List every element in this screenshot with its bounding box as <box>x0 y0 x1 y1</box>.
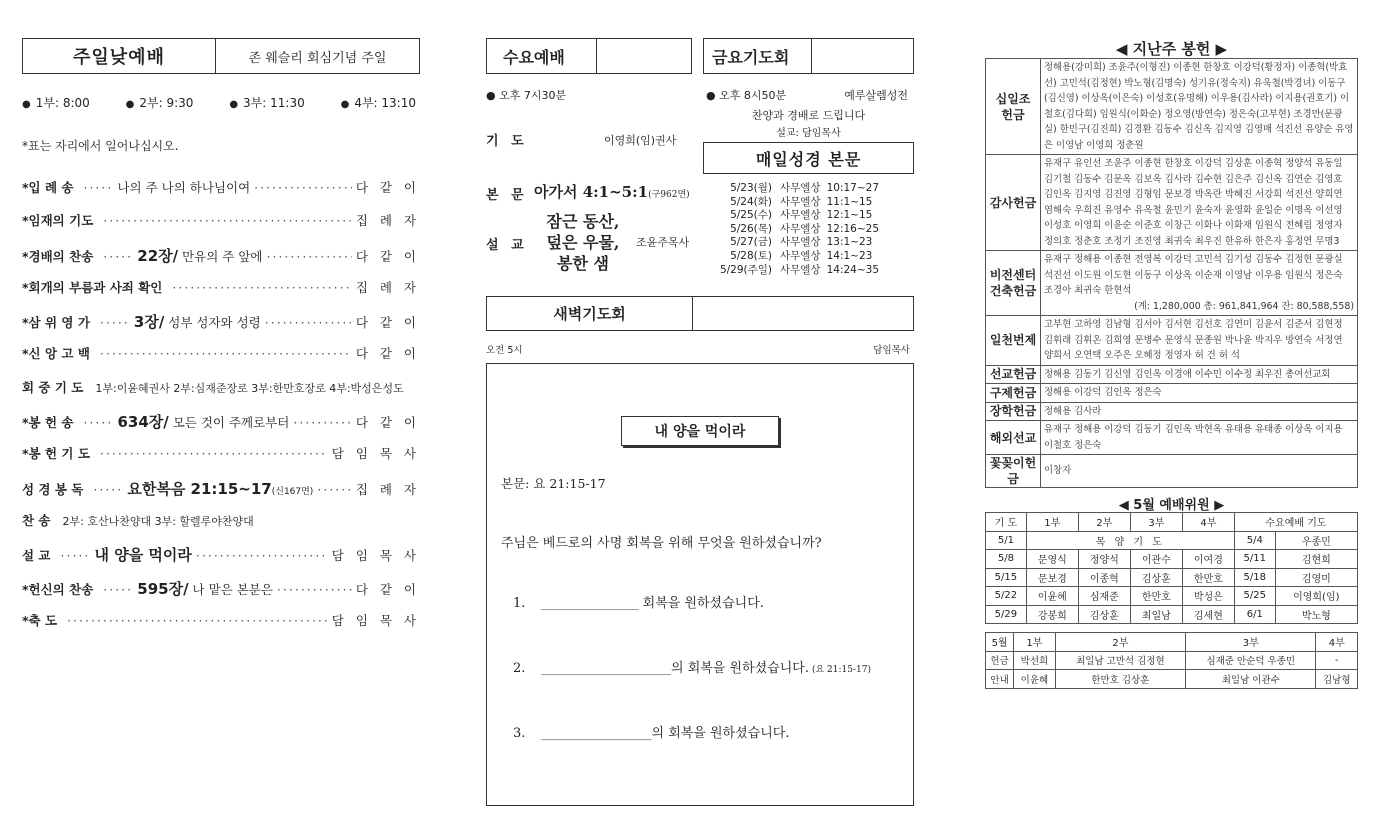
bible-ref: 12:1~15 <box>826 209 873 222</box>
wednesday-sermon-title <box>528 211 638 274</box>
worship-committee-cell: 5/29 <box>986 605 1027 624</box>
bible-reading-header <box>703 142 914 174</box>
order-detail-bold: 내 양을 먹이라 <box>94 546 192 565</box>
may-service-header-cell: 3부 <box>1186 633 1316 652</box>
leader-dots <box>67 613 328 628</box>
order-detail-text: 성부 성자와 성령 <box>164 315 261 331</box>
friday-line2: 설교: 담임목사 <box>776 128 841 139</box>
order-label: *경배의 찬송 <box>22 248 94 264</box>
offering-names <box>1041 384 1358 403</box>
order-leader: 집 례 자 <box>355 213 420 229</box>
order-row <box>22 544 420 577</box>
may-service-row <box>986 670 1358 689</box>
order-label: *입 례 송 <box>22 180 74 195</box>
leader-dots <box>103 213 352 228</box>
order-detail <box>137 578 273 599</box>
offering-category: 일천번제 <box>986 316 1041 366</box>
order-label: *신 앙 고 백 <box>22 346 90 362</box>
wednesday-prayer-name: 이영희(임)권사 <box>604 134 677 147</box>
offering-row <box>986 251 1358 316</box>
offering-names-text: 고부현 고하영 김남형 김서아 김서현 김선호 김연미 김윤서 김준서 김현정 김휘래 김휘온 김희영 문병수 문영식 문종원 박나윤 박지우 방연숙 서정연 양희서 오연택 오주은 오혜정 정영자 허 건 허 석 <box>1044 319 1343 361</box>
may-service-header-cell: 1부 <box>1014 633 1056 652</box>
sunday-title: 주일낮예배 <box>23 39 216 73</box>
study-item-number: 2. <box>513 661 526 676</box>
study-question: 주님은 베드로의 사명 회복을 위해 무엇을 원하셨습니까? <box>501 536 822 551</box>
leader-dots <box>83 415 113 430</box>
worship-committee-row <box>986 605 1358 624</box>
study-item <box>513 592 764 611</box>
may-service-cell: 이윤혜 <box>1014 670 1056 689</box>
order-detail-text: 나의 주 나의 하나님이여 <box>117 180 251 195</box>
offering-names-text: 유재구 정해용 이강덕 김동기 김인옥 박현옥 유태용 유태종 이상옥 이지용 이철호 정은숙 <box>1044 424 1343 451</box>
order-detail-text: 만유의 주 앞에 <box>178 248 263 264</box>
order-of-worship <box>22 178 420 644</box>
wednesday-prayer-label: 기 도 <box>486 134 528 149</box>
order-label: *임재의 기도 <box>22 213 94 229</box>
worship-committee-table <box>985 512 1358 624</box>
sunday-header <box>22 38 420 74</box>
offering-names <box>1041 455 1358 488</box>
offering-row <box>986 421 1358 455</box>
bible-book: 사무엘상 <box>780 236 821 249</box>
offering-category: 감사헌금 <box>986 155 1041 251</box>
order-detail-bold: 요한복음 21:15~17 <box>127 479 272 498</box>
sermon-title-line: 봉한 샘 <box>557 254 609 273</box>
offering-category: 선교헌금 <box>986 365 1041 384</box>
bible-reading-list <box>714 182 914 277</box>
order-leader: 집 례 자 <box>355 481 420 497</box>
worship-committee-cell: 5/25 <box>1234 587 1275 606</box>
friday-header <box>703 38 914 74</box>
leader-dots <box>172 280 351 295</box>
friday-title: 금요기도회 <box>704 39 812 73</box>
offering-category: 해외선교 <box>986 421 1041 455</box>
may-service-cell: 박선희 <box>1014 651 1056 670</box>
worship-committee-cell: 최일남 <box>1130 605 1182 624</box>
order-detail-bold: 595장/ <box>137 579 189 598</box>
order-row <box>22 611 420 644</box>
worship-committee-cell: 이영희(임) <box>1275 587 1357 606</box>
order-detail <box>95 380 403 396</box>
bible-date: 5/29(주일) <box>719 263 772 276</box>
study-item-number: 1. <box>513 596 526 611</box>
worship-committee-header-cell: 기 도 <box>986 513 1027 532</box>
bible-date: 5/27(금) <box>730 236 772 249</box>
service-time: ● 4부: 13:10 <box>341 94 416 111</box>
service-time: ● 1부: 8:00 <box>22 94 90 111</box>
may-service-row <box>986 651 1358 670</box>
order-row <box>22 478 420 511</box>
leader-dots <box>100 446 328 461</box>
order-row <box>22 245 420 278</box>
order-leader: 담 임 목 사 <box>331 548 420 564</box>
order-label: 성 경 봉 독 <box>22 481 84 497</box>
study-item-blank[interactable]: _______________ <box>541 596 639 611</box>
study-item-text: 회복을 원하셨습니다. <box>638 596 764 611</box>
offering-names-text: 정해용(강미희) 조윤주(이형진) 이종현 한창호 이강덕(황정자) 이종혁(박효선) 고민석(김정현) 박노형(김명숙) 성기유(정숙지) 유욱철(박경녀) 이동구(김신영) 이상옥(이은숙) 이성호(유명해) 이우용(김사라) 이지용(권호기) 이철호(김다희) 임원식(이화순) 정오영(방연숙) 정은숙(고부현) 조경만(문광실) 한민구(김진희) 김경환 김동수 김신옥 김지영 김영매 석진선 유양순 유영은 이영남 이영희 정춘원 <box>1044 62 1354 151</box>
order-label: 찬 송 <box>22 512 51 528</box>
bible-ref: 11:1~15 <box>826 195 873 208</box>
worship-committee-cell: 한만호 <box>1130 587 1182 606</box>
offering-names <box>1041 402 1358 421</box>
leader-dots <box>93 482 123 497</box>
worship-committee-cell: 심재준 <box>1078 587 1130 606</box>
leader-dots <box>317 482 351 497</box>
study-item <box>513 657 871 676</box>
worship-committee-header-cell: 3부 <box>1130 513 1182 532</box>
bible-reading-row <box>714 223 914 237</box>
worship-committee-cell: 정양석 <box>1078 550 1130 569</box>
study-item-number: 3. <box>513 726 526 741</box>
worship-committee-cell: 5/11 <box>1234 550 1275 569</box>
wednesday-time: ● 오후 7시30분 <box>486 89 567 102</box>
may-service-header-cell: 2부 <box>1055 633 1185 652</box>
bible-reading-row <box>714 236 914 250</box>
order-leader: 다 같 이 <box>355 180 420 195</box>
order-label: *축 도 <box>22 612 58 628</box>
service-times <box>22 94 420 111</box>
offering-category: 구제헌금 <box>986 384 1041 403</box>
offering-names-text: 유재구 정해용 이종현 전영복 이강덕 고민석 김기성 김동수 김정현 문광실 석진선 이도원 이도현 이동구 이상옥 이순재 이영남 이우용 임원식 정은숙 조경아 최귀숙 한현석 <box>1044 254 1343 296</box>
dawn-time: 오전 5시 <box>486 345 523 356</box>
offering-category: 비전센터 건축헌금 <box>986 251 1041 316</box>
offering-category: 꽃꽂이헌금 <box>986 455 1041 488</box>
may-service-header-cell: 4부 <box>1316 633 1358 652</box>
may-service-cell: 안내 <box>986 670 1014 689</box>
friday-place: 예루살렘성전 <box>844 89 908 102</box>
leader-dots <box>254 180 352 195</box>
worship-committee-cell: 5/4 <box>1234 531 1275 550</box>
leader-dots <box>103 582 133 597</box>
offerings-table <box>985 58 1358 488</box>
offering-names <box>1041 365 1358 384</box>
may-service-cell: 김남형 <box>1316 670 1358 689</box>
bible-date: 5/26(목) <box>730 222 772 235</box>
leader-dots <box>196 548 328 563</box>
bible-book: 사무엘상 <box>780 222 821 235</box>
worship-committee-row <box>986 550 1358 569</box>
worship-committee-header <box>986 513 1358 532</box>
offering-names <box>1041 59 1358 155</box>
worship-committee-row <box>986 568 1358 587</box>
offerings-title: ◀ 지난주 봉헌 ▶ <box>1115 40 1228 58</box>
wednesday-sermon-label: 설 교 <box>486 238 528 253</box>
study-item-text: 의 회복을 원하셨습니다. <box>671 661 809 676</box>
order-detail <box>63 513 254 529</box>
bible-date: 5/25(수) <box>730 209 772 222</box>
order-detail <box>137 245 262 266</box>
order-detail <box>127 478 313 499</box>
order-row <box>22 278 420 311</box>
worship-committee-cell: 한만호 <box>1182 568 1234 587</box>
worship-committee-cell: 김상훈 <box>1130 568 1182 587</box>
may-service-cell: 헌금 <box>986 651 1014 670</box>
sermon-title-line: 잠근 동산, <box>546 212 620 231</box>
worship-committee-title: ◀ 5월 예배위원 ▶ <box>1118 498 1225 513</box>
order-leader: 담 임 목 사 <box>331 612 420 628</box>
order-leader: 집 례 자 <box>355 279 420 295</box>
bible-ref: 14:24~35 <box>826 263 879 276</box>
offering-names <box>1041 155 1358 251</box>
order-detail <box>134 311 261 332</box>
order-leader: 다 같 이 <box>355 581 420 597</box>
order-detail-text: 1부:이윤혜권사 2부:심재준장로 3부:한만호장로 4부:박성은성도 <box>95 381 404 395</box>
may-service-cell: 한만호 김상훈 <box>1055 670 1185 689</box>
offering-category: 십일조 헌금 <box>986 59 1041 155</box>
order-detail-bold: 634장/ <box>117 413 169 432</box>
offering-names <box>1041 251 1358 316</box>
order-row <box>22 411 420 444</box>
may-service-cell: 최일남 이관수 <box>1186 670 1316 689</box>
study-item-text: 의 회복을 원하셨습니다. <box>651 726 790 741</box>
order-row <box>22 444 420 477</box>
leader-dots <box>100 315 130 330</box>
offering-names <box>1041 316 1358 366</box>
order-label: 회 중 기 도 <box>22 379 84 395</box>
order-detail-bold: 22장/ <box>137 246 179 265</box>
order-label: 설 교 <box>22 548 51 564</box>
order-detail-bold: 3장/ <box>133 313 165 332</box>
offering-row <box>986 59 1358 155</box>
order-row <box>22 378 420 411</box>
bible-ref: 12:16~25 <box>826 222 879 235</box>
order-detail-text: (신167면) <box>271 486 314 497</box>
order-detail <box>95 544 192 565</box>
friday-time: ● 오후 8시50분 <box>706 89 787 102</box>
leader-dots <box>103 249 133 264</box>
may-service-header <box>986 633 1358 652</box>
worship-committee-header-cell: 4부 <box>1182 513 1234 532</box>
worship-committee-header-cell: 2부 <box>1078 513 1130 532</box>
worship-committee-cell: 박성은 <box>1182 587 1234 606</box>
leader-dots <box>83 180 113 195</box>
order-detail <box>117 178 250 196</box>
order-row <box>22 211 420 244</box>
bible-ref: 13:1~23 <box>826 236 873 249</box>
offering-row <box>986 155 1358 251</box>
bible-reading-row <box>714 250 914 264</box>
bible-book: 사무엘상 <box>780 249 821 262</box>
worship-committee-cell: 김세현 <box>1182 605 1234 624</box>
order-leader: 담 임 목 사 <box>331 446 420 462</box>
worship-committee-cell: 5/1 <box>986 531 1027 550</box>
order-row <box>22 511 420 544</box>
order-detail-text: 모든 것이 주께로부터 <box>168 415 290 431</box>
offering-names-text: 정해용 이강덕 김인옥 정은숙 <box>1044 387 1162 398</box>
bible-reading-row <box>714 264 914 278</box>
order-detail <box>117 411 289 432</box>
worship-committee-cell: 5/22 <box>986 587 1027 606</box>
service-time: ● 2부: 9:30 <box>126 94 194 111</box>
offering-names-text: 정해용 김동기 김신영 김인옥 이경애 이수민 이수정 최우진 총여선교회 <box>1044 368 1331 380</box>
order-leader: 다 같 이 <box>355 315 420 331</box>
worship-committee-header-cell: 1부 <box>1026 513 1078 532</box>
leader-dots <box>266 249 351 264</box>
order-label: *삼 위 영 가 <box>22 315 90 331</box>
study-box <box>486 363 914 806</box>
study-passage: 본문: 요 21:15-17 <box>501 476 606 491</box>
bible-reading-row <box>714 196 914 210</box>
dawn-title: 새벽기도회 <box>487 297 693 330</box>
study-item-blank[interactable]: ____________________ <box>541 661 671 676</box>
study-item-ref: (요 21:15-17) <box>811 665 871 675</box>
standing-note: *표는 자리에서 일어나십시오. <box>22 139 179 153</box>
order-label: *봉 헌 송 <box>22 415 74 431</box>
worship-committee-row <box>986 587 1358 606</box>
worship-committee-header-cell: 수요예배 기도 <box>1234 513 1357 532</box>
bible-reading-row <box>714 209 914 223</box>
offering-row <box>986 402 1358 421</box>
worship-committee-cell: 우종민 <box>1275 531 1357 550</box>
worship-committee-cell: 문보경 <box>1026 568 1078 587</box>
wednesday-text-ref-value: 아가서 4:1~5:1 <box>534 183 649 201</box>
offering-names-text: 이창자 <box>1044 465 1072 477</box>
bible-book: 사무엘상 <box>780 263 821 276</box>
worship-committee-cell: 5/15 <box>986 568 1027 587</box>
offering-totals: (계: 1,280,000 총: 961,841,964 잔: 80,588,558) <box>1134 300 1354 312</box>
offering-names <box>1041 421 1358 455</box>
leader-dots <box>277 582 352 597</box>
offering-names-text: 정해용 김사라 <box>1044 405 1102 417</box>
bible-date: 5/24(화) <box>730 195 772 208</box>
offering-row <box>986 365 1358 384</box>
study-item-blank[interactable]: _________________ <box>541 726 652 741</box>
sunday-theme: 존 웨슬리 회심기념 주일 <box>248 50 387 66</box>
order-row <box>22 311 420 344</box>
order-row <box>22 578 420 611</box>
order-detail-text: 나 맡은 본분은 <box>188 581 273 597</box>
worship-committee-cell: 문영식 <box>1026 550 1078 569</box>
bible-book: 사무엘상 <box>780 182 821 194</box>
worship-committee-cell: 6/1 <box>1234 605 1275 624</box>
bible-ref: 14:1~23 <box>826 249 873 262</box>
bible-reading-title: 매일성경 본문 <box>755 149 862 169</box>
order-label: *봉 헌 기 도 <box>22 446 90 462</box>
order-detail-text: 2부: 호산나찬양대 3부: 할렐루야찬양대 <box>62 514 254 528</box>
worship-committee-cell: 이관수 <box>1130 550 1182 569</box>
order-label: *헌신의 찬송 <box>22 581 94 597</box>
bible-ref: 10:17~27 <box>826 182 879 194</box>
worship-committee-cell: 김현희 <box>1275 550 1357 569</box>
offering-names-text: 유재구 유인선 조윤주 이종현 한창호 이강덕 김상훈 이종혁 정양석 유동일 김기철 김동수 김문옥 김보옥 김사라 김수현 김은주 김신옥 김연순 김영호 김인옥 김지영 김진영 김형임 문보경 박옥란 박혜진 서강희 석진선 양희연 염해숙 우희진 유영수 유옥철 윤민기 윤숙자 윤영화 윤일순 이명옥 이선영 이성호 이영희 이윤순 이준호 이창근 이화나 이화재 임원식 전혜림 정영자 정의호 정춘호 조정기 조진영 최귀숙 최우진 한유하 한은자 홍정연 무명3 <box>1044 158 1343 247</box>
wednesday-preacher: 조윤주목사 <box>636 236 690 249</box>
worship-committee-cell: 강봉희 <box>1026 605 1078 624</box>
study-title: 내 양을 먹이라 <box>621 416 779 446</box>
leader-dots <box>293 415 351 430</box>
offering-row <box>986 384 1358 403</box>
order-row <box>22 178 420 211</box>
bible-reading-row <box>714 182 914 196</box>
wednesday-header <box>486 38 692 74</box>
bible-date: 5/23(월) <box>730 182 772 194</box>
order-leader: 다 같 이 <box>355 415 420 431</box>
order-label: *회개의 부름과 사죄 확인 <box>22 279 163 295</box>
leader-dots <box>61 548 91 563</box>
bible-book: 사무엘상 <box>780 209 821 222</box>
worship-committee-cell: 이종혁 <box>1078 568 1130 587</box>
worship-committee-cell: 이윤혜 <box>1026 587 1078 606</box>
offering-row <box>986 455 1358 488</box>
worship-committee-cell: 김영미 <box>1275 568 1357 587</box>
dawn-header <box>486 296 914 331</box>
worship-committee-cell: 5/18 <box>1234 568 1275 587</box>
bible-book: 사무엘상 <box>780 195 821 208</box>
worship-committee-cell: 박노형 <box>1275 605 1357 624</box>
worship-committee-cell: 김상훈 <box>1078 605 1130 624</box>
service-time: ● 3부: 11:30 <box>229 94 304 111</box>
study-item <box>513 722 789 741</box>
may-service-cell: 심재준 안순덕 우종민 <box>1186 651 1316 670</box>
dawn-leader: 담임목사 <box>873 345 910 356</box>
leader-dots <box>100 346 352 361</box>
sermon-title-line: 덮은 우물, <box>546 233 620 252</box>
wednesday-text-label: 본 문 <box>486 188 528 203</box>
sunday-service-column <box>22 38 420 644</box>
may-service-cell: 최일남 고만석 김정현 <box>1055 651 1185 670</box>
offering-row <box>986 316 1358 366</box>
leader-dots <box>265 315 352 330</box>
worship-committee-cell: 이여경 <box>1182 550 1234 569</box>
order-leader: 다 같 이 <box>355 248 420 264</box>
order-row <box>22 344 420 377</box>
offerings-column <box>985 38 1358 689</box>
bible-date: 5/28(토) <box>730 249 772 262</box>
may-service-header-cell: 5월 <box>986 633 1014 652</box>
worship-committee-cell: 목 양 기 도 <box>1026 531 1234 550</box>
may-service-cell: - <box>1316 651 1358 670</box>
worship-committee-row <box>986 531 1358 550</box>
wednesday-title: 수요예배 <box>487 39 597 73</box>
friday-line1: 찬양과 경배로 드립니다 <box>751 109 866 122</box>
wednesday-text-ref <box>534 181 690 202</box>
order-leader: 다 같 이 <box>355 346 420 362</box>
may-service-table <box>985 632 1358 689</box>
wednesday-text-page: (구962면) <box>648 190 690 200</box>
offering-category: 장학헌금 <box>986 402 1041 421</box>
worship-committee-cell: 5/8 <box>986 550 1027 569</box>
